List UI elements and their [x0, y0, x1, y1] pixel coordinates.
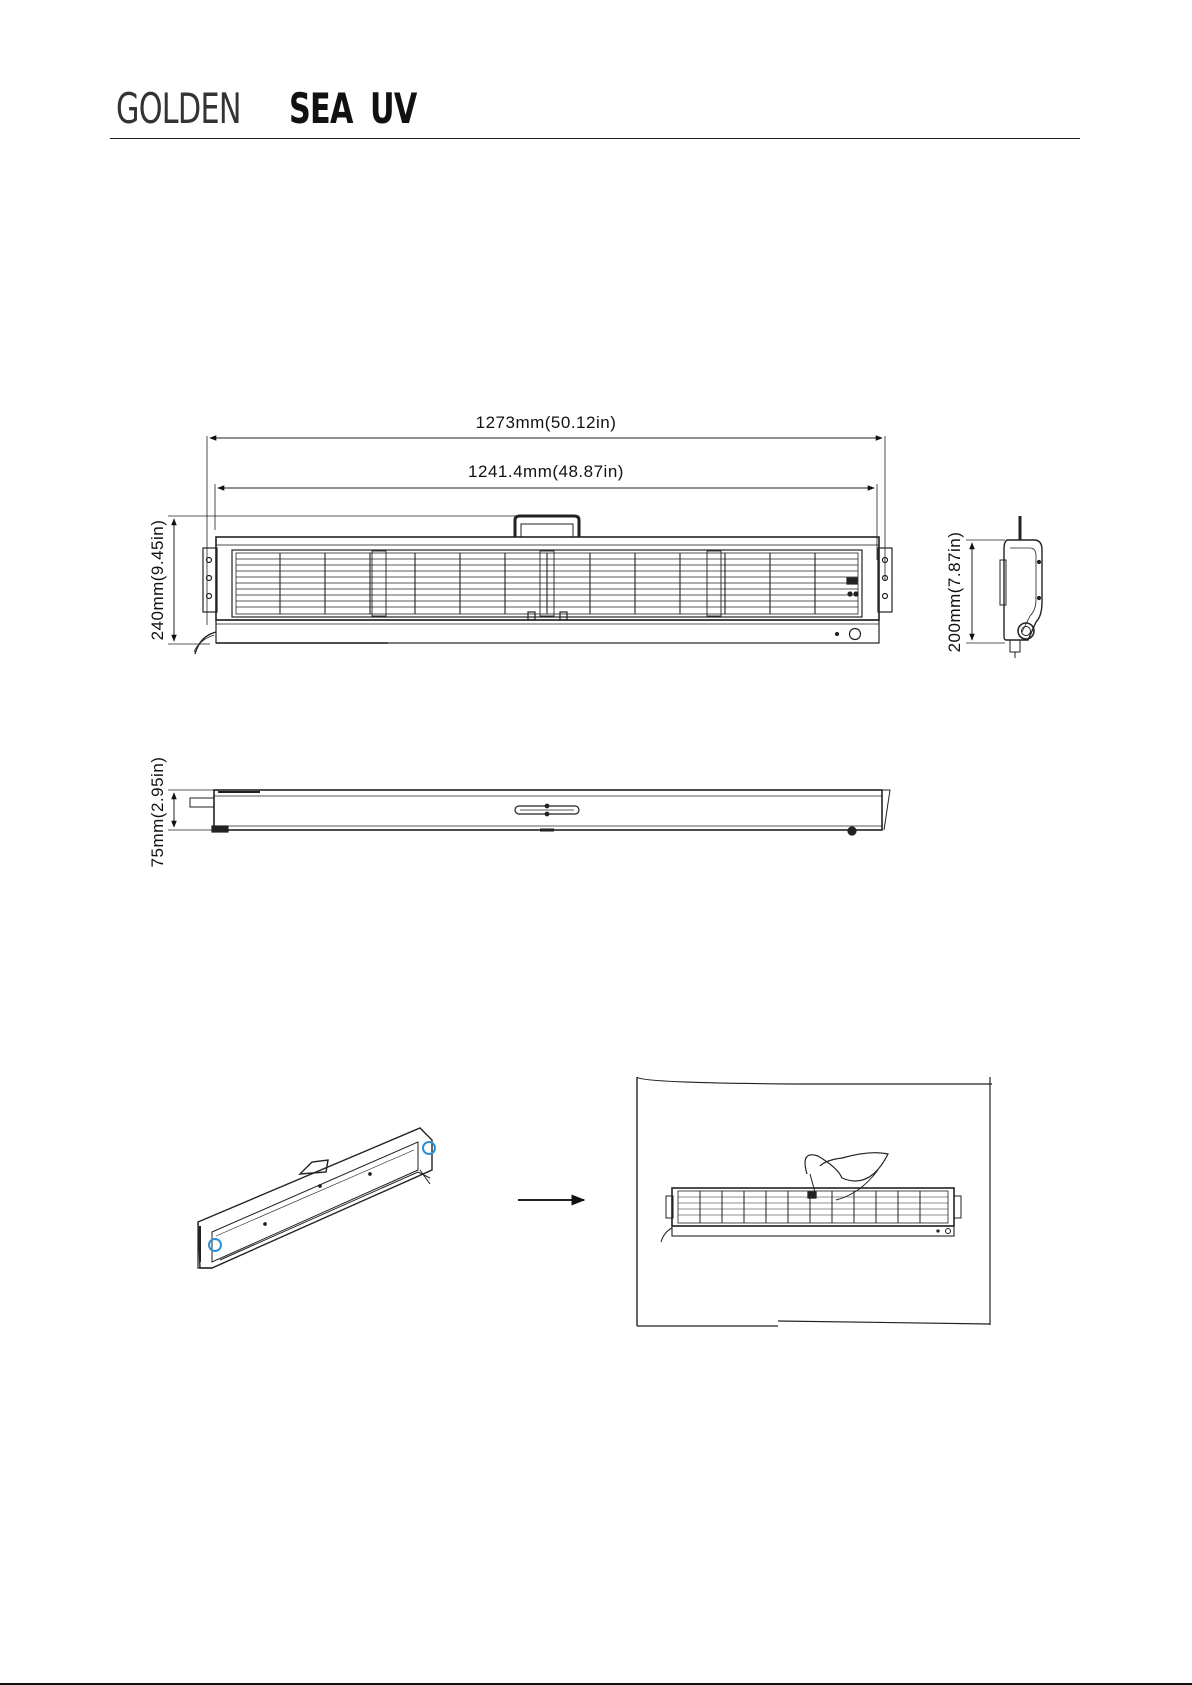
dim-inner-width: 1241.4mm(48.87in)	[468, 462, 624, 481]
wall-mount-illustration	[637, 1077, 992, 1326]
dim-overall-width: 1273mm(50.12in)	[475, 413, 617, 432]
logo-text-golden: GOLDEN	[116, 84, 241, 133]
top-view	[168, 790, 890, 835]
dim-top-depth: 75mm(2.95in)	[148, 756, 167, 868]
logo-text-uv: UV	[369, 84, 417, 133]
side-view	[966, 516, 1042, 658]
dim-side-height: 200mm(7.87in)	[945, 531, 964, 653]
logo-text-sea: SEA	[289, 84, 353, 133]
dim-front-height: 240mm(9.45in)	[148, 519, 167, 641]
perspective-unit	[198, 1128, 435, 1268]
